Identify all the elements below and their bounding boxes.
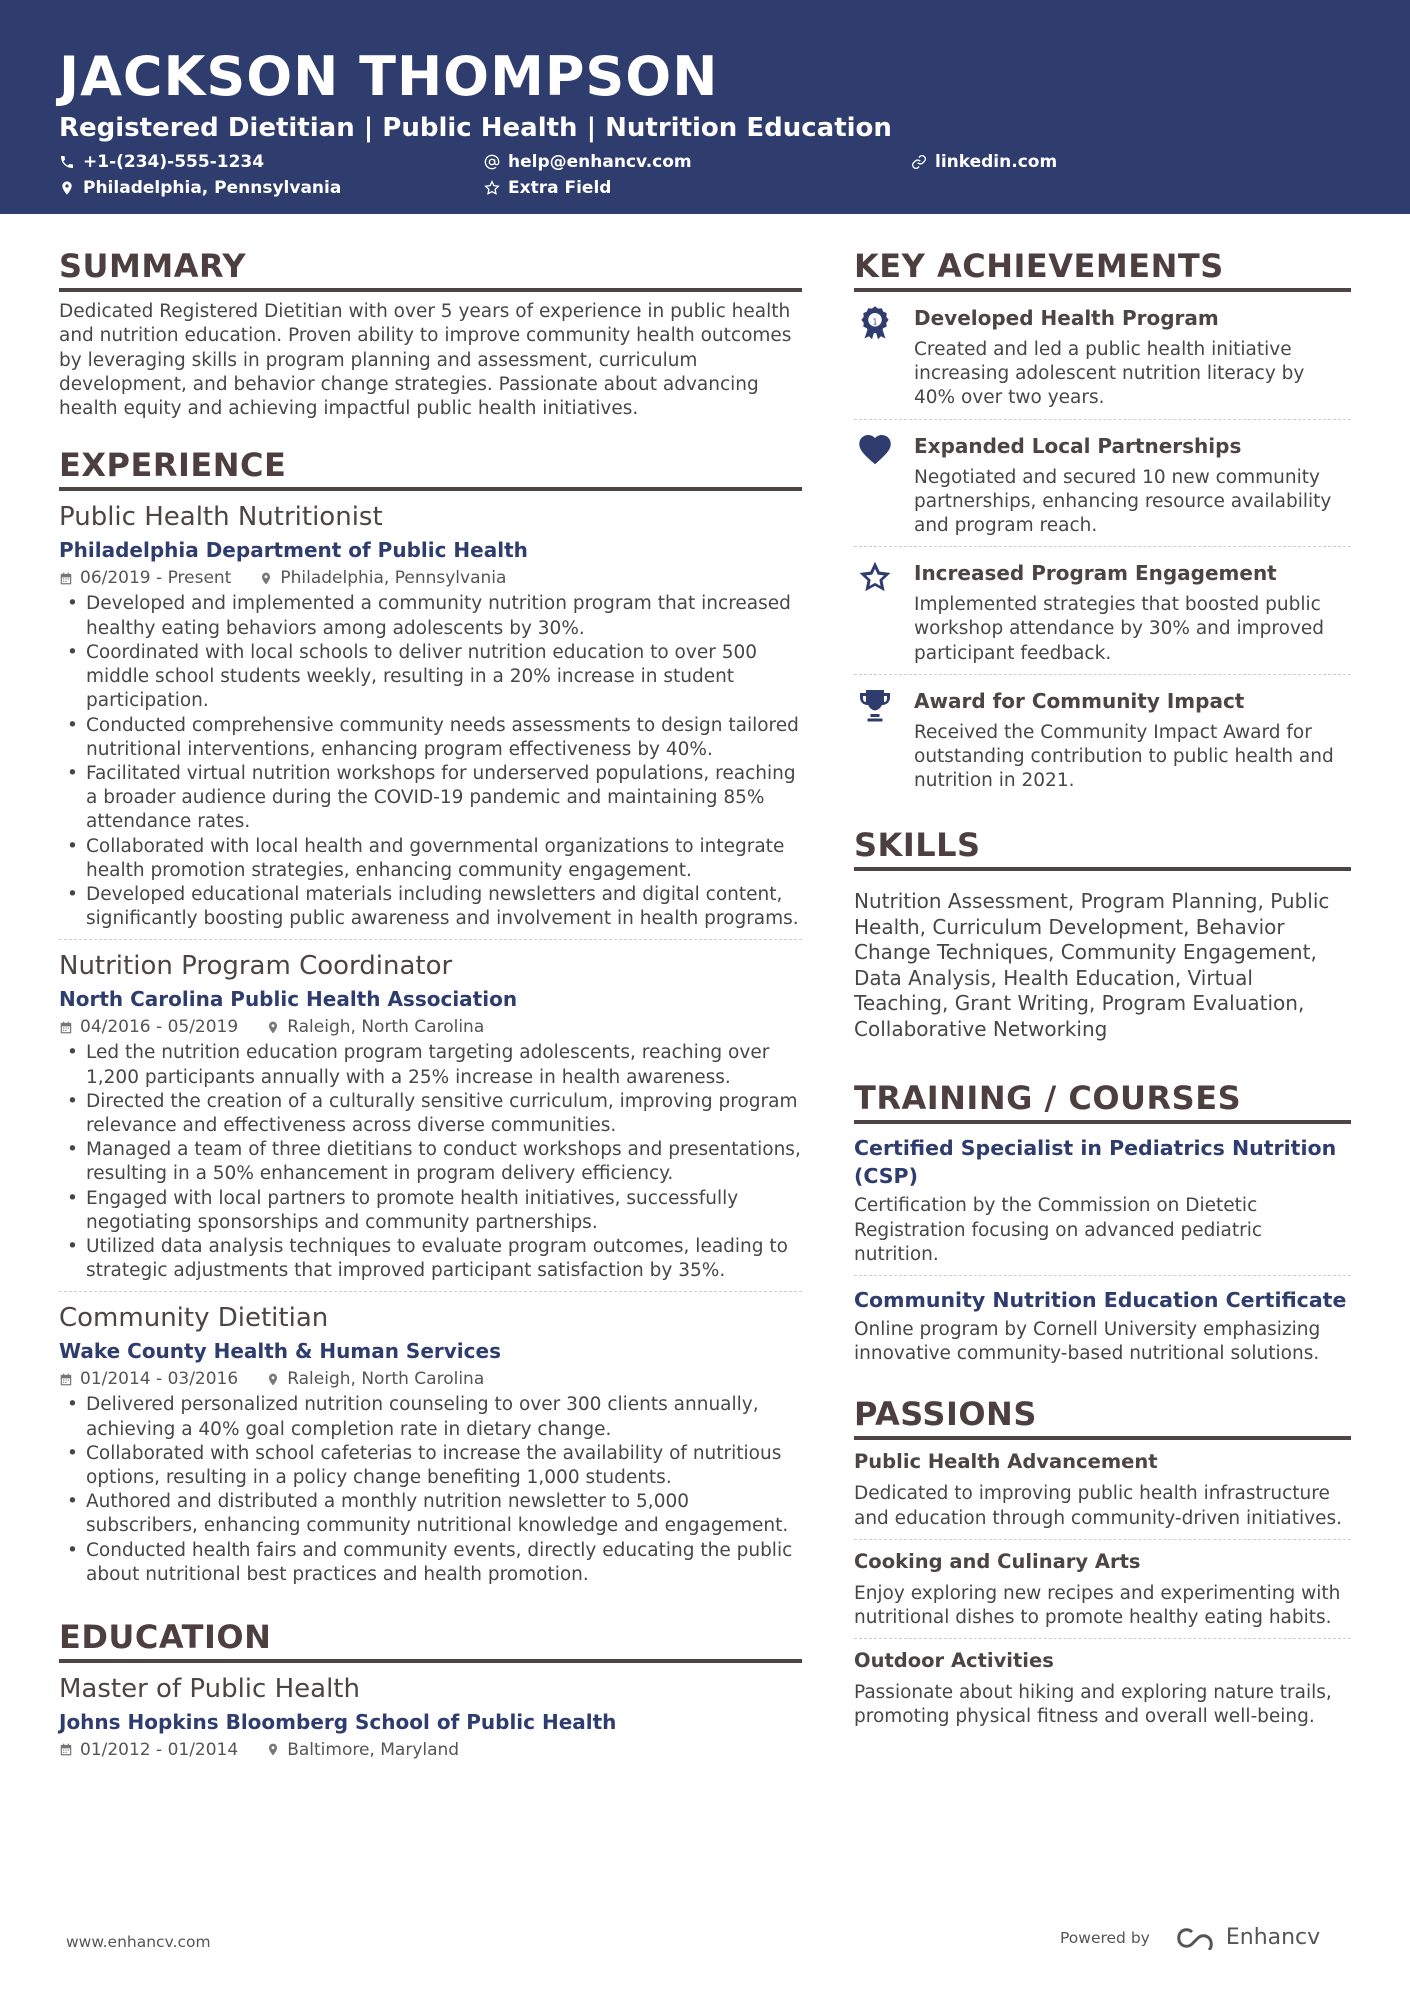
job-location-text: Philadelphia, Pennsylvania [280, 568, 507, 589]
divider [854, 1638, 1351, 1639]
training-section [854, 1078, 1351, 1366]
education-degree: Master of Public Health [59, 1673, 360, 1704]
resume-header [0, 0, 1410, 214]
skills-heading: SKILLS [854, 825, 1351, 871]
svg-text:1: 1 [872, 317, 878, 327]
achievement-desc: Negotiated and secured 10 new community partnerships, enhancing resource availability and program reach. [914, 466, 1332, 537]
candidate-subtitle: Registered Dietitian | Public Health | Nutrition Education [59, 113, 892, 143]
footer-website[interactable]: www.enhancv.com [66, 1933, 211, 1951]
bullet-item: • Developed educational materials including newsletters and digital content, significantly boosting public awareness and involvement in health programs. [59, 883, 802, 931]
job-role: Nutrition Program Coordinator [59, 951, 453, 982]
powered-by-text: Powered by [1060, 1928, 1150, 1947]
bullet-item: • Directed the creation of a culturally sensitive curriculum, improving program relevance and effectiveness across diverse communities. [59, 1090, 802, 1138]
passion-title: Outdoor Activities [854, 1649, 1054, 1673]
job-company: Philadelphia Department of Public Health [59, 538, 528, 563]
education-heading: EDUCATION [59, 1617, 802, 1663]
job-dates-text: 01/2014 - 03/2016 [80, 1369, 239, 1390]
job-bullets [59, 592, 802, 931]
passions-heading: PASSIONS [854, 1394, 1351, 1440]
job-bullets [59, 1393, 802, 1587]
job-entry [59, 949, 802, 1292]
trophy-icon [857, 687, 893, 723]
candidate-name: JACKSON THOMPSON [59, 45, 719, 108]
passion-desc: Enjoy exploring new recipes and experimenting with nutritional dishes to promote healthy eating habits. [854, 1582, 1341, 1629]
contact-extra [484, 178, 611, 198]
bullet-item: • Conducted comprehensive community needs assessments to design tailored nutritional interventions, enhancing program effectiveness by 40%. [59, 714, 802, 762]
course-title: Community Nutrition Education Certificate [854, 1288, 1347, 1313]
education-dates-text: 01/2012 - 01/2014 [80, 1739, 239, 1760]
achievement-desc: Implemented strategies that boosted public workshop attendance by 30% and improved participant feedback. [914, 594, 1325, 664]
passion-desc: Passionate about hiking and exploring nature trails, promoting physical fitness and overall well-being. [854, 1682, 1332, 1728]
course-desc: Certification by the Commission on Dietetic Registration focusing on advanced pediatric nutrition. [854, 1195, 1263, 1265]
job-meta [59, 1367, 802, 1391]
contact-phone [59, 152, 264, 172]
experience-heading: EXPERIENCE [59, 445, 802, 491]
course-title: Certified Specialist in Pediatrics Nutrition (CSP) [854, 1136, 1337, 1189]
award-ribbon-icon [857, 304, 893, 340]
calendar-icon [59, 1372, 73, 1387]
bullet-item: • Collaborated with school cafeterias to increase the availability of nutritious options, resulting in a policy change benefiting 1,000 students. [59, 1442, 802, 1490]
education-dates [59, 1738, 238, 1762]
passion-title: Cooking and Culinary Arts [854, 1549, 1141, 1573]
job-dates-text: 06/2019 - Present [80, 568, 232, 589]
education-location-text: Baltimore, Maryland [287, 1739, 460, 1760]
job-location-text: Raleigh, North Carolina [287, 1369, 485, 1390]
location-pin-icon [266, 1742, 280, 1757]
achievement-item [854, 292, 1351, 419]
location-pin-icon [266, 1372, 280, 1387]
brand-name: Enhancv [1225, 1925, 1321, 1950]
location-pin-icon [266, 1020, 280, 1035]
divider [854, 1539, 1351, 1540]
contact-email [484, 152, 692, 172]
bullet-item: • Facilitated virtual nutrition workshops for underserved populations, reaching a broader audience during the COVID-19 pandemic and maintaining 85% attendance rates. [59, 762, 802, 835]
enhancv-logo-icon [1172, 1926, 1218, 1950]
skills-section [854, 825, 1351, 1042]
job-bullets [59, 1041, 802, 1283]
job-location-text: Raleigh, North Carolina [287, 1017, 485, 1038]
divider [59, 1291, 802, 1292]
bullet-item: • Engaged with local partners to promote health initiatives, successfully negotiating sponsorships and community partnerships. [59, 1187, 802, 1235]
divider [854, 1275, 1351, 1276]
location-pin-icon [59, 180, 75, 196]
calendar-icon [59, 571, 73, 586]
bullet-item: • Coordinated with local schools to deliver nutrition education to over 500 middle school students weekly, resulting in a 20% increase in student participation. [59, 641, 802, 714]
summary-section [59, 246, 802, 421]
job-role: Community Dietitian [59, 1303, 329, 1334]
enhancv-logo[interactable] [1172, 1925, 1320, 1950]
link-icon [911, 154, 927, 170]
skills-text: Nutrition Assessment, Program Planning, Public Health, Curriculum Development, Behavior Change Techniques, Community Engagement, Data Analysis, Health Education, Virtual Teaching, Grant Writing, Program Evaluation, Collaborative Networking [854, 889, 1330, 1041]
achievement-title: Increased Program Engagement [914, 561, 1277, 586]
location-text: Philadelphia, Pennsylvania [83, 178, 342, 198]
job-company: Wake County Health & Human Services [59, 1339, 501, 1364]
summary-heading: SUMMARY [59, 246, 802, 292]
job-dates [59, 1367, 238, 1391]
left-column [59, 246, 802, 1762]
extra-text: Extra Field [508, 178, 612, 198]
email-text: help@enhancv.com [508, 152, 692, 172]
passion-title: Public Health Advancement [854, 1450, 1158, 1474]
education-location [266, 1738, 459, 1762]
bullet-item: • Managed a team of three dietitians to conduct workshops and presentations, resulting in a 50% enhancement in program delivery efficiency. [59, 1138, 802, 1186]
achievement-desc: Received the Community Impact Award for outstanding contribution to public health and nutrition in 2021. [914, 721, 1334, 792]
contact-location [59, 178, 341, 198]
achievements-section [854, 246, 1351, 801]
bullet-item: • Delivered personalized nutrition counseling to over 300 clients annually, achieving a 40% goal completion rate in dietary change. [59, 1393, 802, 1441]
phone-text: +1-(234)-555-1234 [83, 152, 265, 172]
job-entry [59, 500, 802, 940]
star-icon [857, 559, 893, 595]
bullet-item: • Conducted health fairs and community events, directly educating the public about nutritional best practices and health promotion. [59, 1539, 802, 1587]
bullet-item: • Utilized data analysis techniques to evaluate program outcomes, leading to strategic adjustments that improved participant satisfaction by 35%. [59, 1235, 802, 1283]
job-role: Public Health Nutritionist [59, 502, 383, 533]
bullet-item: • Developed and implemented a community nutrition program that increased healthy eating behaviors among adolescents by 30%. [59, 592, 802, 640]
achievement-title: Developed Health Program [914, 306, 1219, 330]
location-pin-icon [259, 571, 273, 586]
linkedin-text: linkedin.com [935, 152, 1058, 172]
achievement-item [854, 675, 1351, 802]
calendar-icon [59, 1742, 73, 1757]
bullet-item: • Collaborated with local health and governmental organizations to integrate health promotion strategies, enhancing community engagement. [59, 835, 802, 883]
achievement-title: Expanded Local Partnerships [914, 433, 1242, 458]
course-desc: Online program by Cornell University emphasizing innovative community-based nutritional solutions. [854, 1319, 1321, 1365]
passion-desc: Dedicated to improving public health infrastructure and education through community-driven initiatives. [854, 1483, 1343, 1529]
achievement-item [854, 420, 1351, 547]
job-location [266, 1015, 484, 1039]
education-section [59, 1617, 802, 1762]
phone-icon [59, 154, 75, 170]
job-dates-text: 04/2016 - 05/2019 [80, 1017, 239, 1038]
achievements-heading: KEY ACHIEVEMENTS [854, 246, 1351, 292]
job-meta [59, 566, 802, 590]
footer-branding [1060, 1925, 1320, 1950]
job-location [259, 566, 506, 590]
job-dates [59, 1015, 238, 1039]
at-icon [484, 154, 500, 170]
job-location [266, 1367, 484, 1391]
contact-info [59, 152, 1351, 206]
calendar-icon [59, 1020, 73, 1035]
experience-section [59, 445, 802, 1587]
heart-icon [857, 432, 893, 468]
job-meta [59, 1015, 802, 1039]
bullet-item: • Led the nutrition education program targeting adolescents, reaching over 1,200 participants annually with a 25% increase in health awareness. [59, 1041, 802, 1089]
divider [59, 939, 802, 940]
star-outline-icon [484, 180, 500, 196]
contact-linkedin [911, 152, 1057, 172]
job-company: North Carolina Public Health Association [59, 987, 518, 1012]
achievement-desc: Created and led a public health initiative increasing adolescent nutrition literacy by 40% over two years. [914, 339, 1305, 409]
training-heading: TRAINING / COURSES [854, 1078, 1351, 1124]
job-dates [59, 566, 231, 590]
education-meta [59, 1738, 802, 1762]
achievement-title: Award for Community Impact [914, 688, 1245, 713]
summary-text: Dedicated Registered Dietitian with over 5 years of experience in public health and nutrition education. Proven ability to improve community health outcomes by leveraging skills in program planning and assessment, curriculum development, and behavior change strategies. Passionate about advancing health equity and achieving impactful public health initiatives. [59, 301, 792, 420]
achievement-item [854, 547, 1351, 674]
education-school: Johns Hopkins Bloomberg School of Public Health [59, 1709, 617, 1734]
right-column [854, 246, 1351, 1730]
bullet-item: • Authored and distributed a monthly nutrition newsletter to 5,000 subscribers, enhancing community nutritional knowledge and engagement. [59, 1490, 802, 1538]
job-entry [59, 1301, 802, 1587]
passions-section [854, 1394, 1351, 1729]
